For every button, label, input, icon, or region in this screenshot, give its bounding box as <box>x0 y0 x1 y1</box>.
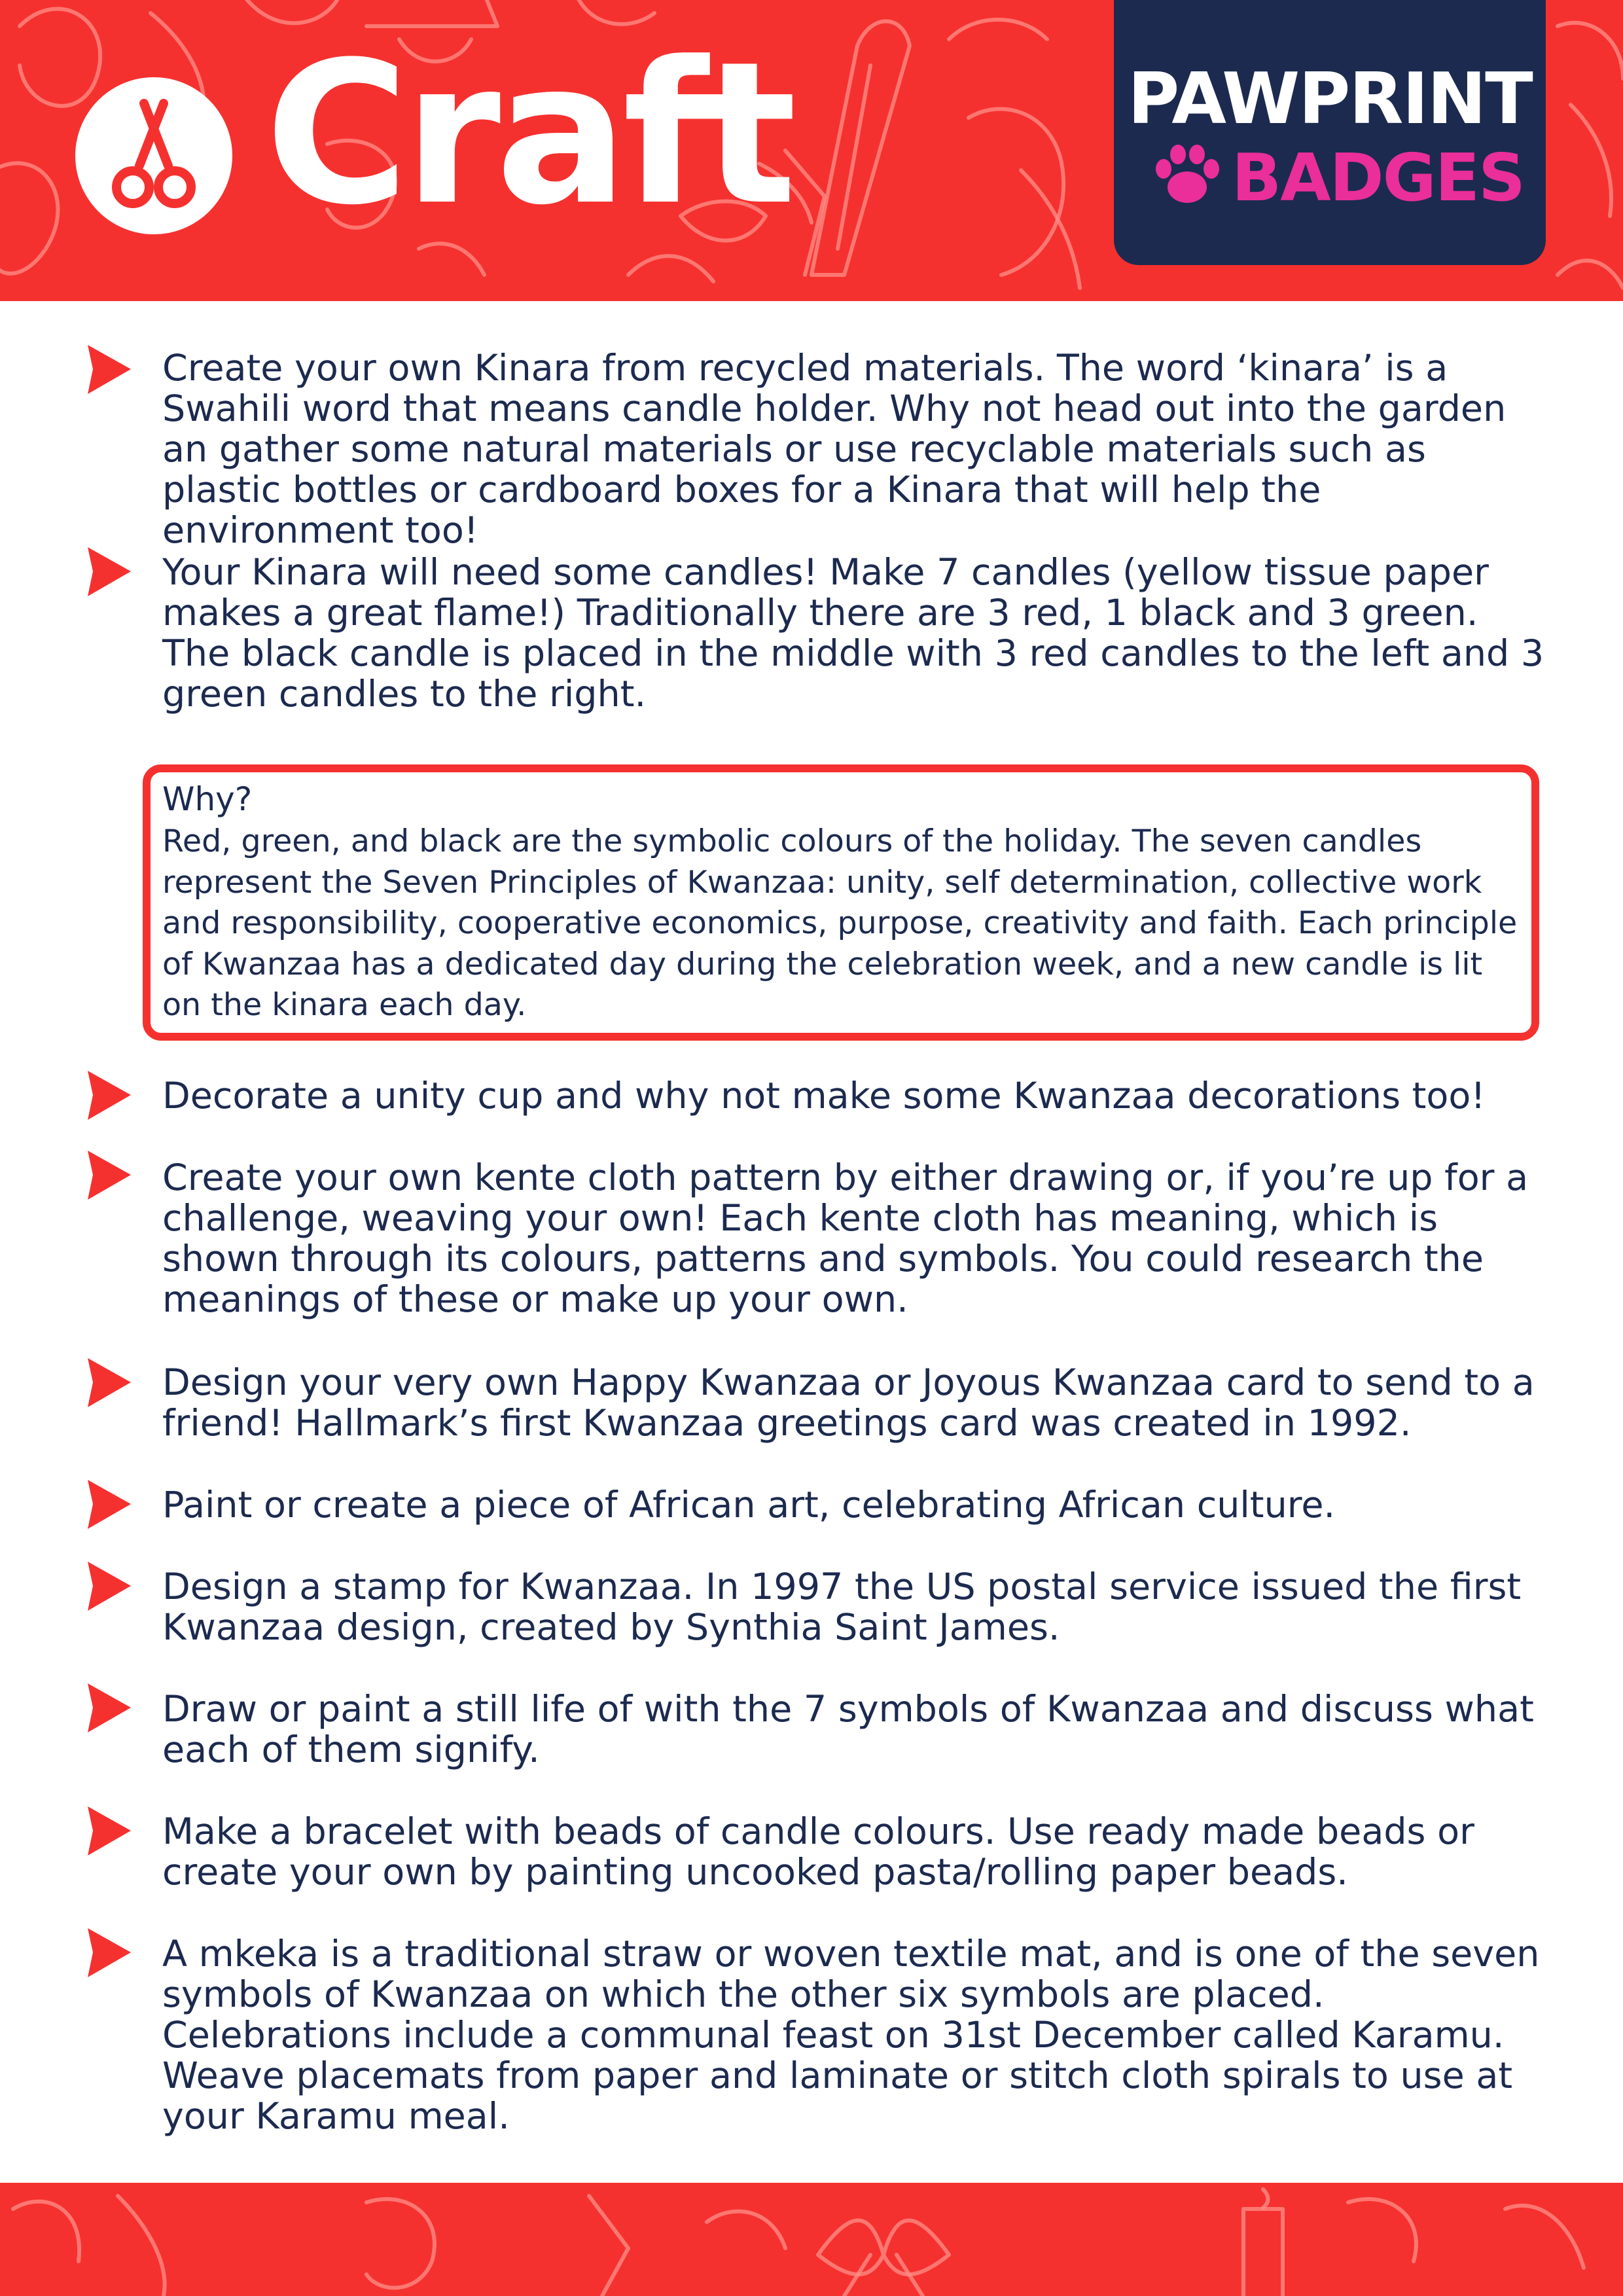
footer-banner <box>0 2183 1623 2296</box>
bullet-arrow-icon <box>85 1358 131 1407</box>
bullet-arrow-icon <box>85 345 131 394</box>
bullet-arrow-icon <box>85 1151 131 1200</box>
bullet-arrow-icon <box>85 1071 131 1120</box>
why-callout-title: Why? <box>162 780 253 818</box>
brand-badge <box>1114 0 1546 265</box>
bullet-arrow-icon <box>85 547 131 596</box>
scissors-icon <box>75 77 232 234</box>
list-item: Create your own kente cloth pattern by either drawing or, if you’re up for a challenge, weaving your own! Each kente cloth has meaning, which is shown through its colours, patterns and symbols. You could research the meanings of these or make up your own. <box>162 1157 1529 1321</box>
header-banner <box>0 0 1623 301</box>
scissors-logo <box>75 77 232 234</box>
list-item: Design your very own Happy Kwanzaa or Joyous Kwanzaa card to send to a friend! Hallmark’s first Kwanzaa greetings card was created in 1992. <box>162 1361 1535 1444</box>
brand-name-line2: BADGES <box>1232 139 1525 216</box>
brand-name-line1: PAWPRINT <box>1128 58 1532 140</box>
list-item: Create your own Kinara from recycled materials. The word ‘kinara’ is a Swahili word that means candle holder. Why not head out into the garden an gather some natural materials or use recyclable materials such as plastic bottles or cardboard boxes for a Kinara that will help the environment too! <box>162 347 1507 552</box>
page-title: Craft <box>265 20 792 248</box>
paw-icon <box>1153 143 1222 208</box>
list-item: Design a stamp for Kwanzaa. In 1997 the US postal service issued the first Kwanzaa design, created by Synthia Saint James. <box>162 1566 1522 1649</box>
bullet-arrow-icon <box>85 1928 131 1977</box>
bullet-arrow-icon <box>85 1683 131 1732</box>
bullet-arrow-icon <box>85 1480 131 1529</box>
list-item: Decorate a unity cup and why not make some Kwanzaa decorations too! <box>162 1075 1486 1117</box>
list-item: Make a bracelet with beads of candle colours. Use ready made beads or create your own by painting uncooked pasta/rolling paper beads. <box>162 1810 1474 1893</box>
why-callout-body: Red, green, and black are the symbolic colours of the holiday. The seven candles represent the Seven Principles of Kwanzaa: unity, self determination, collective work and responsibility, cooperative economics, purpose, creativity and faith. Each principle of Kwanzaa has a dedicated day during the celebration week, and a new candle is lit on the kinara each day. <box>162 823 1518 1023</box>
list-item: A mkeka is a traditional straw or woven textile mat, and is one of the seven symbols of Kwanzaa on which the other six symbols are placed. Celebrations include a communal feast on 31st December called Karamu. Weave placemats from paper and laminate or stitch cloth spirals to use at your Karamu meal. <box>162 1933 1540 2138</box>
bullet-arrow-icon <box>85 1562 131 1611</box>
list-item: Draw or paint a still life of with the 7 symbols of Kwanzaa and discuss what each of them signify. <box>162 1688 1534 1771</box>
bullet-arrow-icon <box>85 1806 131 1856</box>
list-item: Paint or create a piece of African art, celebrating African culture. <box>162 1484 1336 1526</box>
doodle-pattern <box>0 2183 1623 2296</box>
list-item: Your Kinara will need some candles! Make 7 candles (yellow tissue paper makes a great flame!) Traditionally there are 3 red, 1 black and 3 green. The black candle is placed in the middle with 3 red candles to the left and 3 green candles to the right. <box>162 551 1544 715</box>
